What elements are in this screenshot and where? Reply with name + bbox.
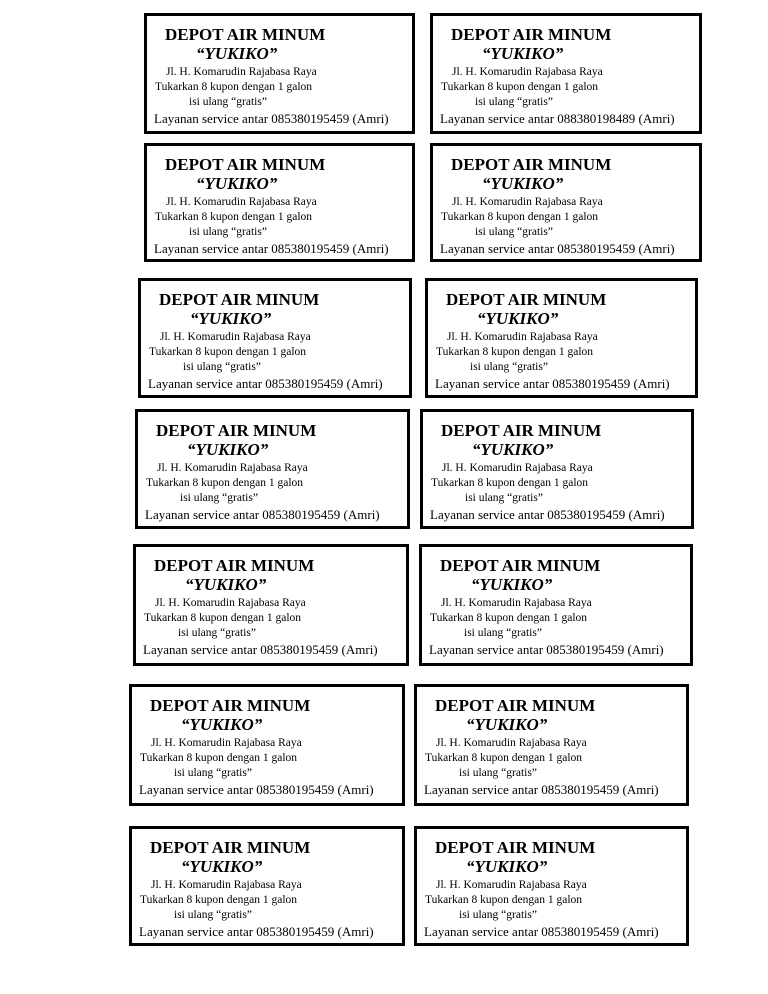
coupon-card	[414, 684, 689, 806]
coupon-address: Jl. H. Komarudin Rajabasa Raya	[452, 196, 603, 208]
coupon-service: Layanan service antar 085380195459 (Amri)	[148, 376, 383, 391]
coupon-name: “YUKIKO”	[477, 309, 559, 328]
coupon-name: “YUKIKO”	[185, 575, 267, 594]
coupon-refill: isi ulang “gratis”	[180, 492, 258, 504]
coupon-title: DEPOT AIR MINUM	[446, 290, 607, 309]
coupon-address: Jl. H. Komarudin Rajabasa Raya	[442, 462, 593, 474]
coupon-refill: isi ulang “gratis”	[459, 909, 537, 921]
coupon-card	[144, 13, 415, 134]
coupon-name: “YUKIKO”	[196, 174, 278, 193]
coupon-address: Jl. H. Komarudin Rajabasa Raya	[436, 879, 587, 891]
coupon-service: Layanan service antar 085380195459 (Amri)	[139, 924, 374, 939]
coupon-title: DEPOT AIR MINUM	[159, 290, 320, 309]
coupon-card	[129, 684, 405, 806]
coupon-refill: isi ulang “gratis”	[183, 361, 261, 373]
coupon-card	[129, 826, 405, 946]
coupon-promo: Tukarkan 8 kupon dengan 1 galon	[155, 81, 313, 93]
coupon-refill: isi ulang “gratis”	[464, 627, 542, 639]
coupon-refill: isi ulang “gratis”	[470, 361, 548, 373]
coupon-name: “YUKIKO”	[187, 440, 269, 459]
coupon-address: Jl. H. Komarudin Rajabasa Raya	[155, 597, 306, 609]
coupon-name: “YUKIKO”	[181, 715, 263, 734]
coupon-name: “YUKIKO”	[181, 857, 263, 876]
coupon-card	[414, 826, 689, 946]
coupon-service: Layanan service antar 085380195459 (Amri)	[424, 924, 659, 939]
coupon-title: DEPOT AIR MINUM	[154, 556, 315, 575]
coupon-title: DEPOT AIR MINUM	[435, 838, 596, 857]
coupon-name: “YUKIKO”	[472, 440, 554, 459]
coupon-service: Layanan service antar 085380195459 (Amri)	[429, 642, 664, 657]
coupon-card	[135, 409, 410, 529]
coupon-card	[133, 544, 409, 666]
coupon-address: Jl. H. Komarudin Rajabasa Raya	[166, 196, 317, 208]
coupon-title: DEPOT AIR MINUM	[150, 838, 311, 857]
coupon-service: Layanan service antar 085380195459 (Amri)	[440, 241, 675, 256]
coupon-service: Layanan service antar 085380195459 (Amri)	[145, 507, 380, 522]
coupon-card	[138, 278, 412, 398]
coupon-card	[420, 409, 694, 529]
coupon-promo: Tukarkan 8 kupon dengan 1 galon	[140, 752, 298, 764]
coupon-refill: isi ulang “gratis”	[174, 909, 252, 921]
coupon-card	[430, 143, 702, 262]
coupon-card	[425, 278, 698, 398]
coupon-title: DEPOT AIR MINUM	[165, 25, 326, 44]
coupon-title: DEPOT AIR MINUM	[440, 556, 601, 575]
coupon-refill: isi ulang “gratis”	[189, 226, 267, 238]
coupon-service: Layanan service antar 085380195459 (Amri)	[435, 376, 670, 391]
coupon-title: DEPOT AIR MINUM	[451, 155, 612, 174]
coupon-title: DEPOT AIR MINUM	[150, 696, 311, 715]
coupon-name: “YUKIKO”	[471, 575, 553, 594]
coupon-service: Layanan service antar 085380195459 (Amri)	[154, 241, 389, 256]
coupon-service: Layanan service antar 085380195459 (Amri)	[424, 782, 659, 797]
coupon-service: Layanan service antar 085380195459 (Amri)	[143, 642, 378, 657]
coupon-address: Jl. H. Komarudin Rajabasa Raya	[157, 462, 308, 474]
coupon-promo: Tukarkan 8 kupon dengan 1 galon	[436, 346, 594, 358]
coupon-promo: Tukarkan 8 kupon dengan 1 galon	[430, 612, 588, 624]
coupon-service: Layanan service antar 088380198489 (Amri)	[440, 111, 675, 126]
coupon-promo: Tukarkan 8 kupon dengan 1 galon	[441, 81, 599, 93]
coupon-address: Jl. H. Komarudin Rajabasa Raya	[151, 879, 302, 891]
coupon-promo: Tukarkan 8 kupon dengan 1 galon	[140, 894, 298, 906]
coupon-title: DEPOT AIR MINUM	[156, 421, 317, 440]
coupon-name: “YUKIKO”	[196, 44, 278, 63]
coupon-title: DEPOT AIR MINUM	[451, 25, 612, 44]
coupon-promo: Tukarkan 8 kupon dengan 1 galon	[144, 612, 302, 624]
coupon-promo: Tukarkan 8 kupon dengan 1 galon	[146, 477, 304, 489]
coupon-address: Jl. H. Komarudin Rajabasa Raya	[452, 66, 603, 78]
coupon-name: “YUKIKO”	[466, 715, 548, 734]
coupon-address: Jl. H. Komarudin Rajabasa Raya	[441, 597, 592, 609]
coupon-service: Layanan service antar 085380195459 (Amri)	[139, 782, 374, 797]
coupon-address: Jl. H. Komarudin Rajabasa Raya	[436, 737, 587, 749]
coupon-promo: Tukarkan 8 kupon dengan 1 galon	[441, 211, 599, 223]
coupon-card	[419, 544, 693, 666]
coupon-promo: Tukarkan 8 kupon dengan 1 galon	[149, 346, 307, 358]
coupon-card	[430, 13, 702, 134]
coupon-name: “YUKIKO”	[482, 174, 564, 193]
coupon-service: Layanan service antar 085380195459 (Amri)	[430, 507, 665, 522]
coupon-refill: isi ulang “gratis”	[475, 226, 553, 238]
coupon-refill: isi ulang “gratis”	[178, 627, 256, 639]
coupon-title: DEPOT AIR MINUM	[441, 421, 602, 440]
coupon-address: Jl. H. Komarudin Rajabasa Raya	[447, 331, 598, 343]
coupon-title: DEPOT AIR MINUM	[165, 155, 326, 174]
coupon-refill: isi ulang “gratis”	[189, 96, 267, 108]
coupon-refill: isi ulang “gratis”	[475, 96, 553, 108]
coupon-name: “YUKIKO”	[482, 44, 564, 63]
coupon-name: “YUKIKO”	[466, 857, 548, 876]
coupon-address: Jl. H. Komarudin Rajabasa Raya	[160, 331, 311, 343]
coupon-address: Jl. H. Komarudin Rajabasa Raya	[151, 737, 302, 749]
coupon-promo: Tukarkan 8 kupon dengan 1 galon	[431, 477, 589, 489]
coupon-promo: Tukarkan 8 kupon dengan 1 galon	[425, 894, 583, 906]
coupon-title: DEPOT AIR MINUM	[435, 696, 596, 715]
coupon-card	[144, 143, 415, 262]
coupon-refill: isi ulang “gratis”	[459, 767, 537, 779]
coupon-refill: isi ulang “gratis”	[174, 767, 252, 779]
coupon-promo: Tukarkan 8 kupon dengan 1 galon	[425, 752, 583, 764]
coupon-refill: isi ulang “gratis”	[465, 492, 543, 504]
coupon-address: Jl. H. Komarudin Rajabasa Raya	[166, 66, 317, 78]
coupon-service: Layanan service antar 085380195459 (Amri)	[154, 111, 389, 126]
coupon-name: “YUKIKO”	[190, 309, 272, 328]
coupon-promo: Tukarkan 8 kupon dengan 1 galon	[155, 211, 313, 223]
